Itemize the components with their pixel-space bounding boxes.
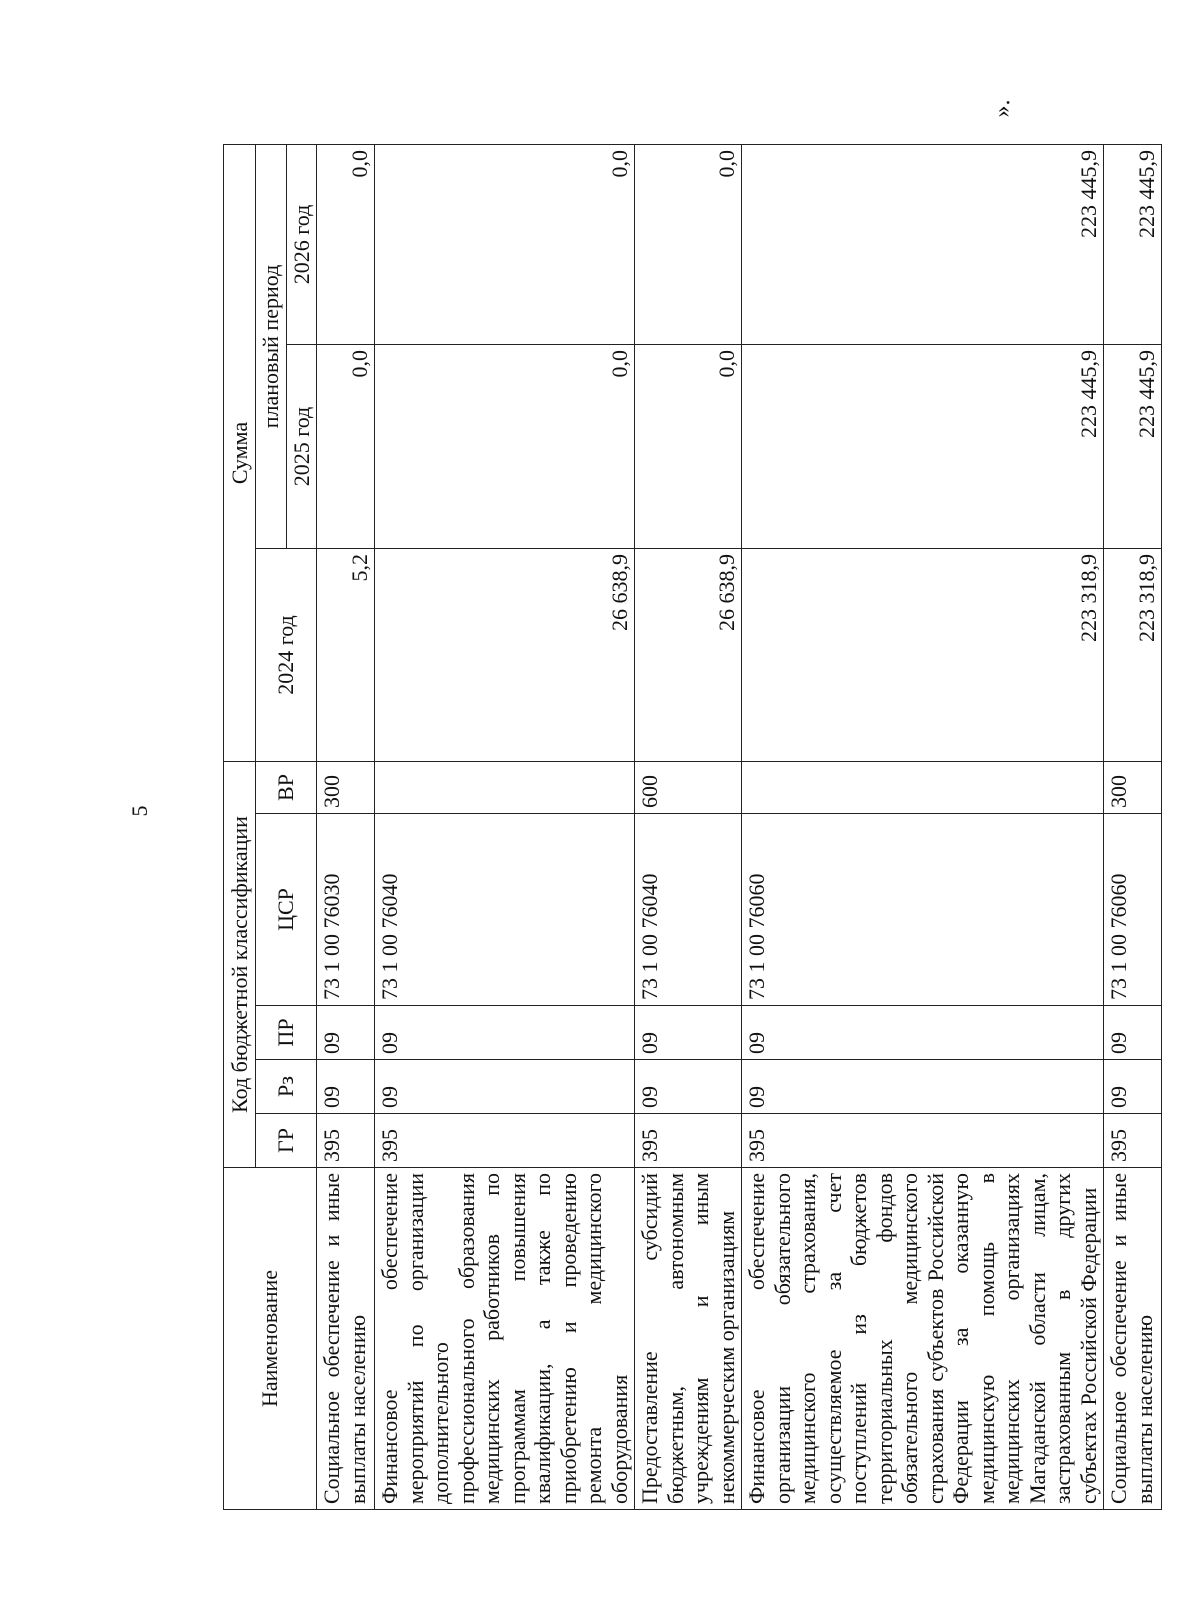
row-sum-2024: 26 638,9: [375, 549, 635, 762]
row-sum-2024: 223 318,9: [1104, 549, 1162, 762]
row-csr: 73 1 00 76060: [742, 814, 1104, 1006]
table-row: [317, 144, 375, 1509]
row-name: Финансовое обеспечение мероприятий по организации дополнительного профессионального образования медицинских работников по программам повышения квалификации, а также по приобретению и проведению ремонта медицинского оборудования: [375, 1168, 635, 1510]
row-gr: 395: [317, 1114, 375, 1168]
row-name: Предоставление субсидий бюджетным, автономным учреждениям и иным некоммерческим организациям: [635, 1168, 742, 1510]
row-gr: 395: [635, 1114, 742, 1168]
row-csr: 73 1 00 76040: [375, 814, 635, 1006]
row-rz: 09: [742, 1060, 1104, 1114]
header-year-2026: 2026 год: [286, 144, 317, 344]
row-csr: 73 1 00 76040: [635, 814, 742, 1006]
row-vr: 300: [1104, 762, 1162, 814]
row-sum-2026: 223 445,9: [1104, 144, 1162, 344]
row-pr: 09: [317, 1006, 375, 1060]
header-rz: Рз: [256, 1060, 317, 1114]
header-planned-period: плановый период: [256, 144, 287, 548]
row-sum-2025: 0,0: [317, 345, 375, 549]
row-sum-2025: 0,0: [635, 345, 742, 549]
row-pr: 09: [375, 1006, 635, 1060]
row-vr: [375, 762, 635, 814]
row-name: Социальное обеспечение и иные выплаты населению: [1104, 1168, 1162, 1510]
row-sum-2025: 223 445,9: [1104, 345, 1162, 549]
header-csr: ЦСР: [256, 814, 317, 1006]
row-rz: 09: [1104, 1060, 1162, 1114]
row-sum-2024: 5,2: [317, 549, 375, 762]
header-name: Наименование: [224, 1168, 317, 1510]
table-row: [635, 144, 742, 1509]
row-sum-2025: 223 445,9: [742, 345, 1104, 549]
header-year-2024: 2024 год: [256, 549, 317, 762]
row-sum-2025: 0,0: [375, 345, 635, 549]
row-csr: 73 1 00 76030: [317, 814, 375, 1006]
header-vr: ВР: [256, 762, 317, 814]
row-sum-2026: 0,0: [317, 144, 375, 344]
row-rz: 09: [375, 1060, 635, 1114]
header-code-group: Код бюджетной классификации: [224, 762, 256, 1168]
row-gr: 395: [375, 1114, 635, 1168]
row-name: Финансовое обеспечение организации обязательного медицинского страхования, осуществляемое за счет поступлений из бюджетов территориальных фондов обязательного медицинского страхования субъектов Российской Федерации за оказанную медицинскую помощь в медицинских организациях Магаданской области лицам, застрахованным в других субъектах Российской Федерации: [742, 1168, 1104, 1510]
row-vr: 600: [635, 762, 742, 814]
row-vr: [742, 762, 1104, 814]
row-name: Социальное обеспечение и иные выплаты населению: [317, 1168, 375, 1510]
row-rz: 09: [317, 1060, 375, 1114]
budget-table-container: [223, 145, 1159, 1510]
row-pr: 09: [635, 1006, 742, 1060]
row-sum-2024: 26 638,9: [635, 549, 742, 762]
table-row: [742, 144, 1104, 1509]
page-number: 5: [127, 805, 152, 817]
header-sum-group: Сумма: [224, 144, 256, 761]
table-row: [375, 144, 635, 1509]
row-sum-2024: 223 318,9: [742, 549, 1104, 762]
row-sum-2026: 0,0: [375, 144, 635, 344]
row-rz: 09: [635, 1060, 742, 1114]
row-pr: 09: [742, 1006, 1104, 1060]
row-vr: 300: [317, 762, 375, 814]
row-gr: 395: [742, 1114, 1104, 1168]
header-gr: ГР: [256, 1114, 317, 1168]
row-sum-2026: 223 445,9: [742, 144, 1104, 344]
table-row: [1104, 144, 1162, 1509]
closing-quote-mark: ».: [989, 99, 1016, 118]
header-year-2025: 2025 год: [286, 345, 317, 549]
row-gr: 395: [1104, 1114, 1162, 1168]
table-header: [224, 144, 317, 1509]
budget-table: [223, 144, 1162, 1510]
row-sum-2026: 0,0: [635, 144, 742, 344]
row-csr: 73 1 00 76060: [1104, 814, 1162, 1006]
header-pr: ПР: [256, 1006, 317, 1060]
row-pr: 09: [1104, 1006, 1162, 1060]
table-body: [317, 144, 1162, 1509]
